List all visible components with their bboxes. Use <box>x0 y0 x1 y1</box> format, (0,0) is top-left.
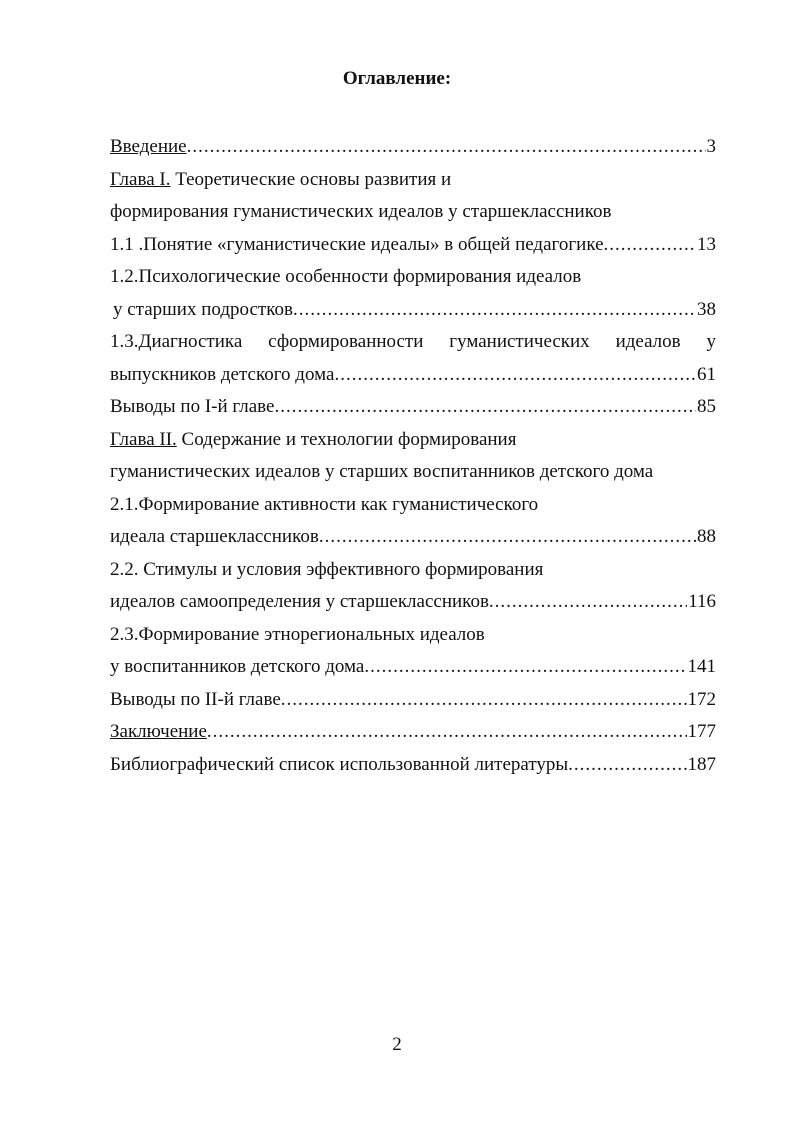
toc-entry-section-1-3[interactable] <box>110 359 716 392</box>
toc-entry-label: идеалов самоопределения у старшеклассников <box>110 591 489 612</box>
dot-leader <box>604 229 696 262</box>
toc-entry-label: Библиографический список использованной литературы <box>110 753 569 775</box>
chapter-label: Глава I. <box>110 168 171 190</box>
page-number: 2 <box>392 1034 402 1055</box>
toc-entry-section-1-2-title[interactable]: 1.2.Психологические особенности формирования идеалов <box>110 266 582 287</box>
toc-entry-section-2-2[interactable] <box>110 586 716 619</box>
dot-leader <box>281 684 687 717</box>
word: 1.3.Диагностика <box>110 331 243 352</box>
toc-page-number: 38 <box>697 298 716 320</box>
toc-page-number: 85 <box>697 396 716 417</box>
chapter-title: Содержание и технологии формирования <box>176 428 517 450</box>
page-title: Оглавление: <box>342 68 452 89</box>
toc-entry-label: Выводы по II-й главе <box>110 688 281 710</box>
toc-page-number: 116 <box>688 591 716 612</box>
toc-entry-bibliography[interactable] <box>110 749 716 782</box>
chapter-label: Глава II. <box>110 428 177 450</box>
toc-chapter-2-heading[interactable] <box>110 424 716 457</box>
toc-page-number: 13 <box>697 233 716 255</box>
word: гуманистических <box>449 331 590 352</box>
toc-entry-section-2-1[interactable] <box>110 521 716 554</box>
toc-entry-section-2-3[interactable] <box>110 651 716 684</box>
toc-page-number: 172 <box>687 688 716 710</box>
dot-leader <box>207 716 687 749</box>
dot-leader <box>293 294 696 327</box>
toc-entry-label: Выводы по I-й главе <box>110 396 275 417</box>
toc-entry-conclusions-chapter-1[interactable] <box>110 391 716 424</box>
word: идеалов <box>615 331 681 352</box>
toc-entry-label: Введение <box>110 136 187 157</box>
toc-entry-section-2-3-title[interactable]: 2.3.Формирование этнорегиональных идеалов <box>110 623 485 645</box>
toc-entry-label: у воспитанников детского дома <box>110 656 365 677</box>
toc-entry-section-1-3-title[interactable] <box>110 326 716 359</box>
toc-page-number: 187 <box>687 753 716 775</box>
toc-entry-section-1-1[interactable] <box>110 229 716 262</box>
toc-entry-label: идеала старшеклассников <box>110 526 319 547</box>
dot-leader <box>187 131 706 164</box>
word: у <box>706 331 716 352</box>
toc-chapter-2-heading-continued: гуманистических идеалов у старших воспитанников детского дома <box>110 461 654 482</box>
dot-leader <box>274 391 696 424</box>
table-of-contents <box>110 131 716 781</box>
toc-entry-conclusion[interactable] <box>110 716 716 749</box>
toc-entry-section-2-2-title[interactable]: 2.2. Стимулы и условия эффективного формирования <box>110 558 544 580</box>
toc-entry-label: 1.1 .Понятие «гуманистические идеалы» в общей педагогике <box>110 233 604 255</box>
toc-entry-label: у старших подростков <box>113 298 293 320</box>
toc-page-number: 88 <box>697 526 716 547</box>
word: сформированности <box>268 331 424 352</box>
dot-leader <box>334 359 696 392</box>
toc-page-number: 3 <box>706 136 716 157</box>
toc-entry-section-2-1-title[interactable]: 2.1.Формирование активности как гуманистического <box>110 493 539 515</box>
toc-entry-introduction[interactable] <box>110 131 716 164</box>
dot-leader <box>319 521 696 554</box>
toc-page-number: 141 <box>687 656 716 677</box>
chapter-title: Теоретические основы развития и <box>170 168 452 190</box>
toc-chapter-1-heading[interactable] <box>110 164 716 197</box>
dot-leader <box>568 749 686 782</box>
dot-leader <box>364 651 686 684</box>
dot-leader <box>489 586 687 619</box>
toc-entry-label: Заключение <box>110 721 207 742</box>
toc-chapter-1-heading-continued: формирования гуманистических идеалов у старшеклассников <box>110 201 612 222</box>
toc-page-number: 61 <box>697 363 716 385</box>
toc-page-number: 177 <box>687 721 716 742</box>
toc-entry-conclusions-chapter-2[interactable] <box>110 684 716 717</box>
toc-entry-label: выпускников детского дома <box>110 363 335 385</box>
toc-entry-section-1-2[interactable] <box>110 294 716 327</box>
